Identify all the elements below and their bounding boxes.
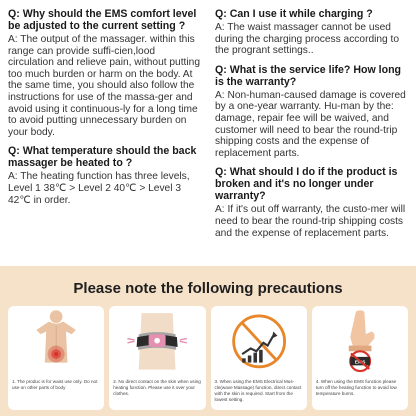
ems-hand-press-illustration [312,306,408,377]
faq-answer: A: The heating function has three levels, Level 1 38℃ > Level 2 40℃ > Level 3 42℃ in order. [8,171,190,206]
precaution-card-lowest-setting [211,306,307,410]
faq-section [8,8,408,263]
precaution-caption: 3. When using the EMS Electrical Mus-cle(wave Massage) function, direct contact with the skin is required. Start from the lowest setting. [214,378,302,402]
back-pain-illustration [8,306,104,377]
precaution-caption: 2. No direct contact on the skin when using heating function. Please use it over your clothes. [113,378,201,396]
faq-answer: A: The output of the massager. within this range can provide suffi-cien,lood circulation and relieve pain, without putting too much burden or harm on the body. At the same time, you should also follow the instructions for use of the massa-ger and avoid using it continuous-ly for a long time to avoid putting unnecessary burden on your body. [8,34,200,138]
precautions-title: Please note the following precautions [73,280,343,297]
precaution-caption: 1. The produc is for waist use only. Do not use on other parts of body [12,378,98,390]
belt-over-clothes-illustration [109,306,205,377]
faq-answer: A: The waist massager cannot be used during the charging process according to the progrant settings.. [215,22,400,57]
rising-level-chart-icon [211,306,307,377]
precaution-card-ems-heat-off [312,306,408,410]
precaution-card-over-clothes [109,306,205,410]
faq-answer: A: Non-human-caused damage is covered by a one-year warranty. Hu-man by the: damage, repair fee will be waived, and customer will need to bear the round-trip shipping costs and the expense of replacement parts. [215,89,406,159]
faq-answer: A: If it's out off warranty, the custo-mer will need to bear the round-trip shipping costs and the expense of replacement parts. [215,204,406,239]
faq-left-column [8,8,201,263]
precautions-section [0,266,416,416]
precaution-caption: 4. When using the EMS function please turn off the heating function to avoid low temperature burns. [315,378,397,396]
precautions-cards [8,306,408,410]
faq-question: Q: Why should the EMS comfort level be adjusted to the current setting ? [8,8,197,32]
faq-question: Q: What is the service life? How long is the warranty? [215,63,402,88]
faq-question: Q: What should I do if the product is broken and it's no longer under warranty? [215,166,398,203]
faq-question: Q: What temperature should the back massager be heated to ? [8,145,197,170]
faq-right-column [215,8,408,263]
faq-question: Q: Can I use it while charging ? [215,8,373,20]
precaution-card-waist-only [8,306,104,410]
ems-label: EMS [354,360,366,366]
